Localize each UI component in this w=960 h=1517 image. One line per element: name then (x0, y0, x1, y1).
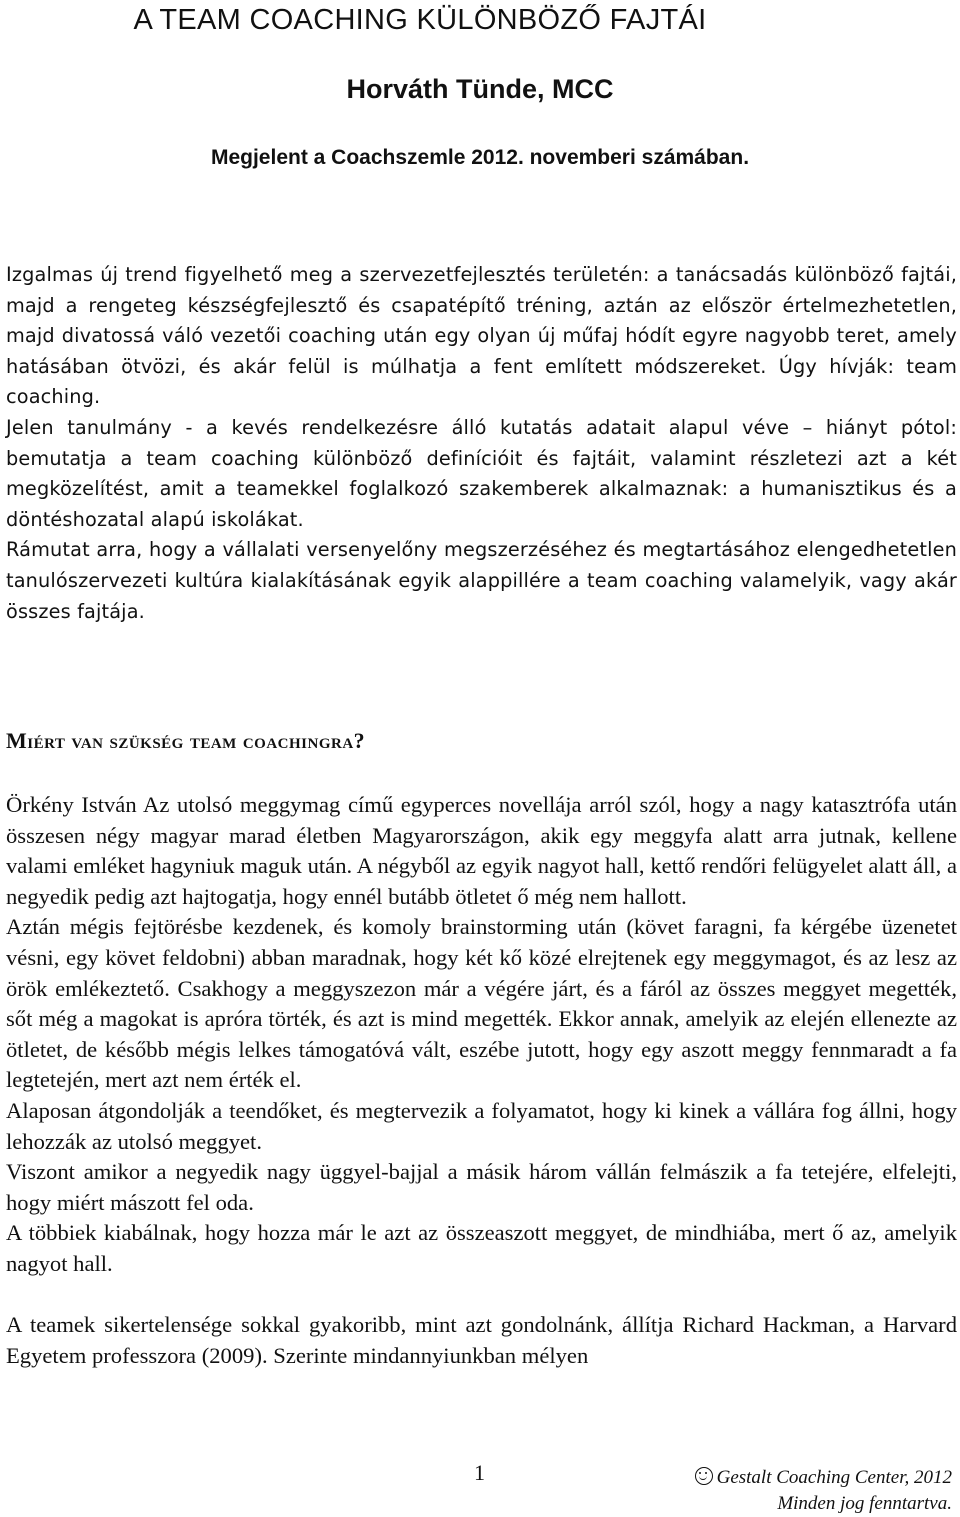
copyright-text: Gestalt Coaching Center, 2012 (716, 1467, 952, 1488)
abstract (6, 260, 957, 627)
body-paragraph: Aztán mégis fejtörésbe kezdenek, és komoly brainstorming után (követ faragni, fa kérgébe üzenetet vésni, egy követ feldobni) abban maradnak, hogy két kő közé elrejtenek egy meggymagot, és az lesz az örök emlékeztető. Csakhogy a meggyszezon már a végére járt, és a fáról az összes meggyet megették, sőt még a magokat is apróra törték, és azt is mind megették. Ekkor annak, amelyik az elején ellenezte az ötletet, de később mégis lelkes támogatóvá vált, eszébe jutott, hogy egy aszott meggy fennmaradt a fa legtetején, mert azt nem érték el. (6, 914, 957, 1093)
publication-note: Megjelent a Coachszemle 2012. novemberi számában. (210, 146, 750, 169)
smiley-icon (695, 1467, 713, 1485)
author-name: Horváth Tünde, MCC (346, 74, 614, 104)
section-heading: Miért van szükség team coachingra? (6, 728, 366, 753)
paragraph-spacer (6, 1280, 957, 1311)
abstract-paragraph: Rámutat arra, hogy a vállalati versenyelőny megszerzéséhez és megtartásához elengedhetetlen tanulószervezeti kultúra kialakításának egyik alappillére a team coaching valamelyik, vagy akár összes fajtája. (6, 538, 957, 623)
footer-copyright (695, 1465, 952, 1517)
page-number: 1 (474, 1460, 485, 1485)
abstract-intro-end: Úgy hívják: team coaching. (6, 354, 958, 409)
abstract-paragraph (6, 260, 957, 413)
body-paragraph: Viszont amikor a negyedik nagy üggyel-bajjal a másik három vállán felmászik a fa tetejére, elfelejti, hogy miért mászott fel oda. (6, 1159, 957, 1215)
abstract-paragraph: Jelen tanulmány - a kevés rendelkezésre álló kutatás adatait alapul véve – hiányt pótol: bemutatja a team coaching különböző definícióit és fajtáit, valamint részletezi azt a két megközelítést, amit a teamekkel foglalkozó szakemberek alkalmaznak: a humanisztikus és a döntéshozatal alapú iskolákat. (6, 415, 957, 531)
body-paragraph: A többiek kiabálnak, hogy hozza már le azt az összeaszott meggyet, de mindhiába, mert ő az, amelyik nagyot hall. (6, 1220, 957, 1276)
abstract-intro-text: Izgalmas új trend figyelhető meg a szervezetfejlesztés területén: a tanácsadás különböző fajtái, majd a rengeteg készségfejlesztő és csapatépítő tréning, aztán az először értelmezhetetlen, majd divatossá váló vezetői coaching után egy olyan új műfaj hódít egyre nagyobb teret, amely hatásában ötvözi, és akár felül is múlhatja a fent említett módszereket. (6, 263, 957, 378)
rights-text: Minden jog fenntartva. (777, 1493, 952, 1514)
section-body (6, 790, 957, 1371)
body-paragraph: Örkény István Az utolsó meggymag című egyperces novellája arról szól, hogy a nagy katasztrófa után összesen négy magyar marad életben Magyarországon, akik egy meggyfa alatt arra jutnak, kellene valami emléket hagyniuk maguk után. A négyből az egyik nagyot hall, kettő rendőri felügyelet alatt áll, a negyedik pedig azt hajtogatja, hogy ennél butább ötletet ő még nem hallott. (6, 792, 957, 909)
copyright-line (695, 1465, 952, 1491)
document-title: A TEAM COACHING KÜLÖNBÖZŐ FAJTÁI (133, 4, 707, 36)
body-paragraph: A teamek sikertelensége sokkal gyakoribb, mint azt gondolnánk, állítja Richard Hackman, a Harvard Egyetem professzora (2009). Szerinte mindannyiunkban mélyen (6, 1312, 957, 1368)
body-paragraph: Alaposan átgondolják a teendőket, és megtervezik a folyamatot, hogy ki kinek a vállára fog állni, hogy lehozzák az utolsó meggyet. (6, 1097, 957, 1154)
